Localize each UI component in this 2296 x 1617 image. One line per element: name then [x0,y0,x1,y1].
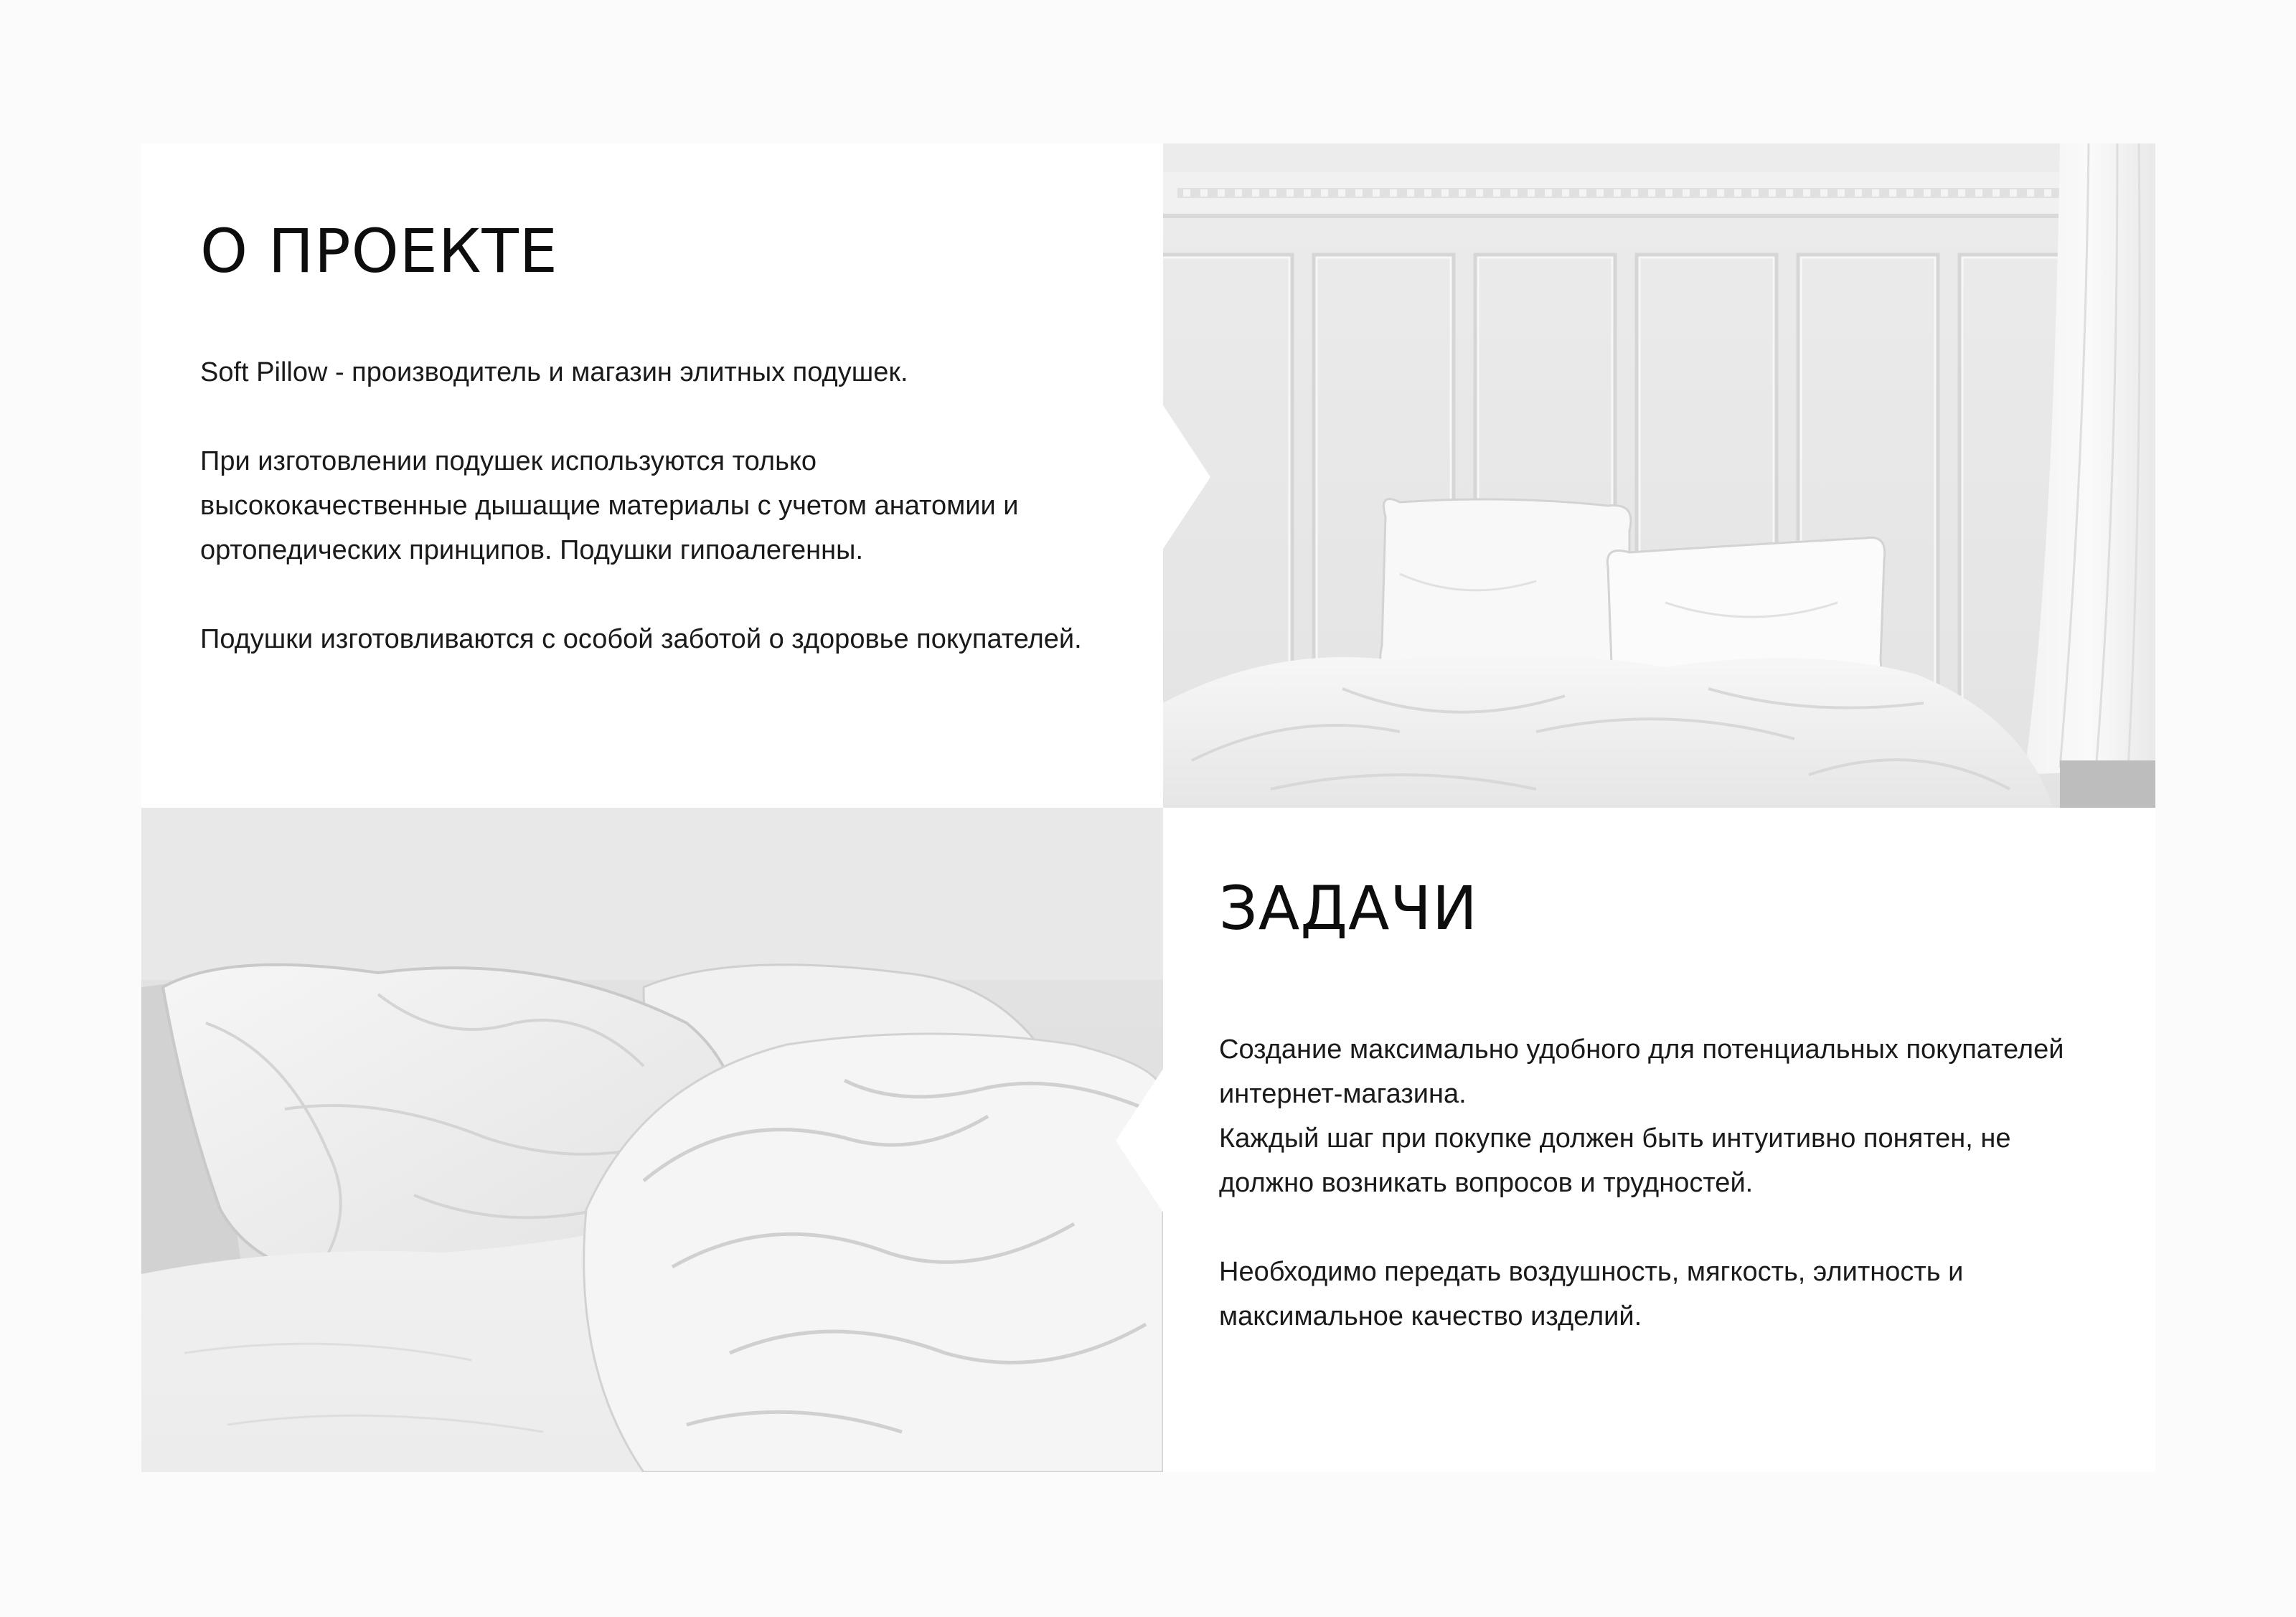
bedroom-photo-top [1163,143,2155,808]
about-title: О ПРОЕКТЕ [200,216,558,286]
tasks-title: ЗАДАЧИ [1219,873,1478,943]
tasks-paragraph: Создание максимально удобного для потенциальных покупателей интернет-магазина. [1219,1034,2064,1109]
about-paragraph: Soft Pillow - производитель и магазин элитных подушек. [200,357,908,387]
bedroom-photo-top-image [1163,143,2155,808]
about-text [200,350,1083,661]
about-card [141,143,1163,808]
tasks-paragraph: Необходимо передать воздушность, мягкость, элитность и максимальное качество изделий. [1219,1257,1964,1331]
tasks-card [1163,808,2155,1472]
tasks-paragraph: Каждый шаг при покупке должен быть интуитивно понятен, не должно возникать вопросов и трудностей. [1219,1123,2011,1198]
arrow-notch-right [1163,405,1210,549]
bedroom-photo-bottom [141,808,1163,1472]
about-paragraph: При изготовлении подушек используются только высококачественные дышащие материалы с учетом анатомии и ортопедических принципов. Подушки гипоалегенны. [200,446,1019,565]
tasks-text [1219,1027,2094,1339]
arrow-notch-left [1116,1069,1163,1212]
bedroom-photo-bottom-image [141,808,1163,1472]
about-paragraph: Подушки изготовливаются с особой заботой о здоровье покупателей. [200,624,1082,654]
